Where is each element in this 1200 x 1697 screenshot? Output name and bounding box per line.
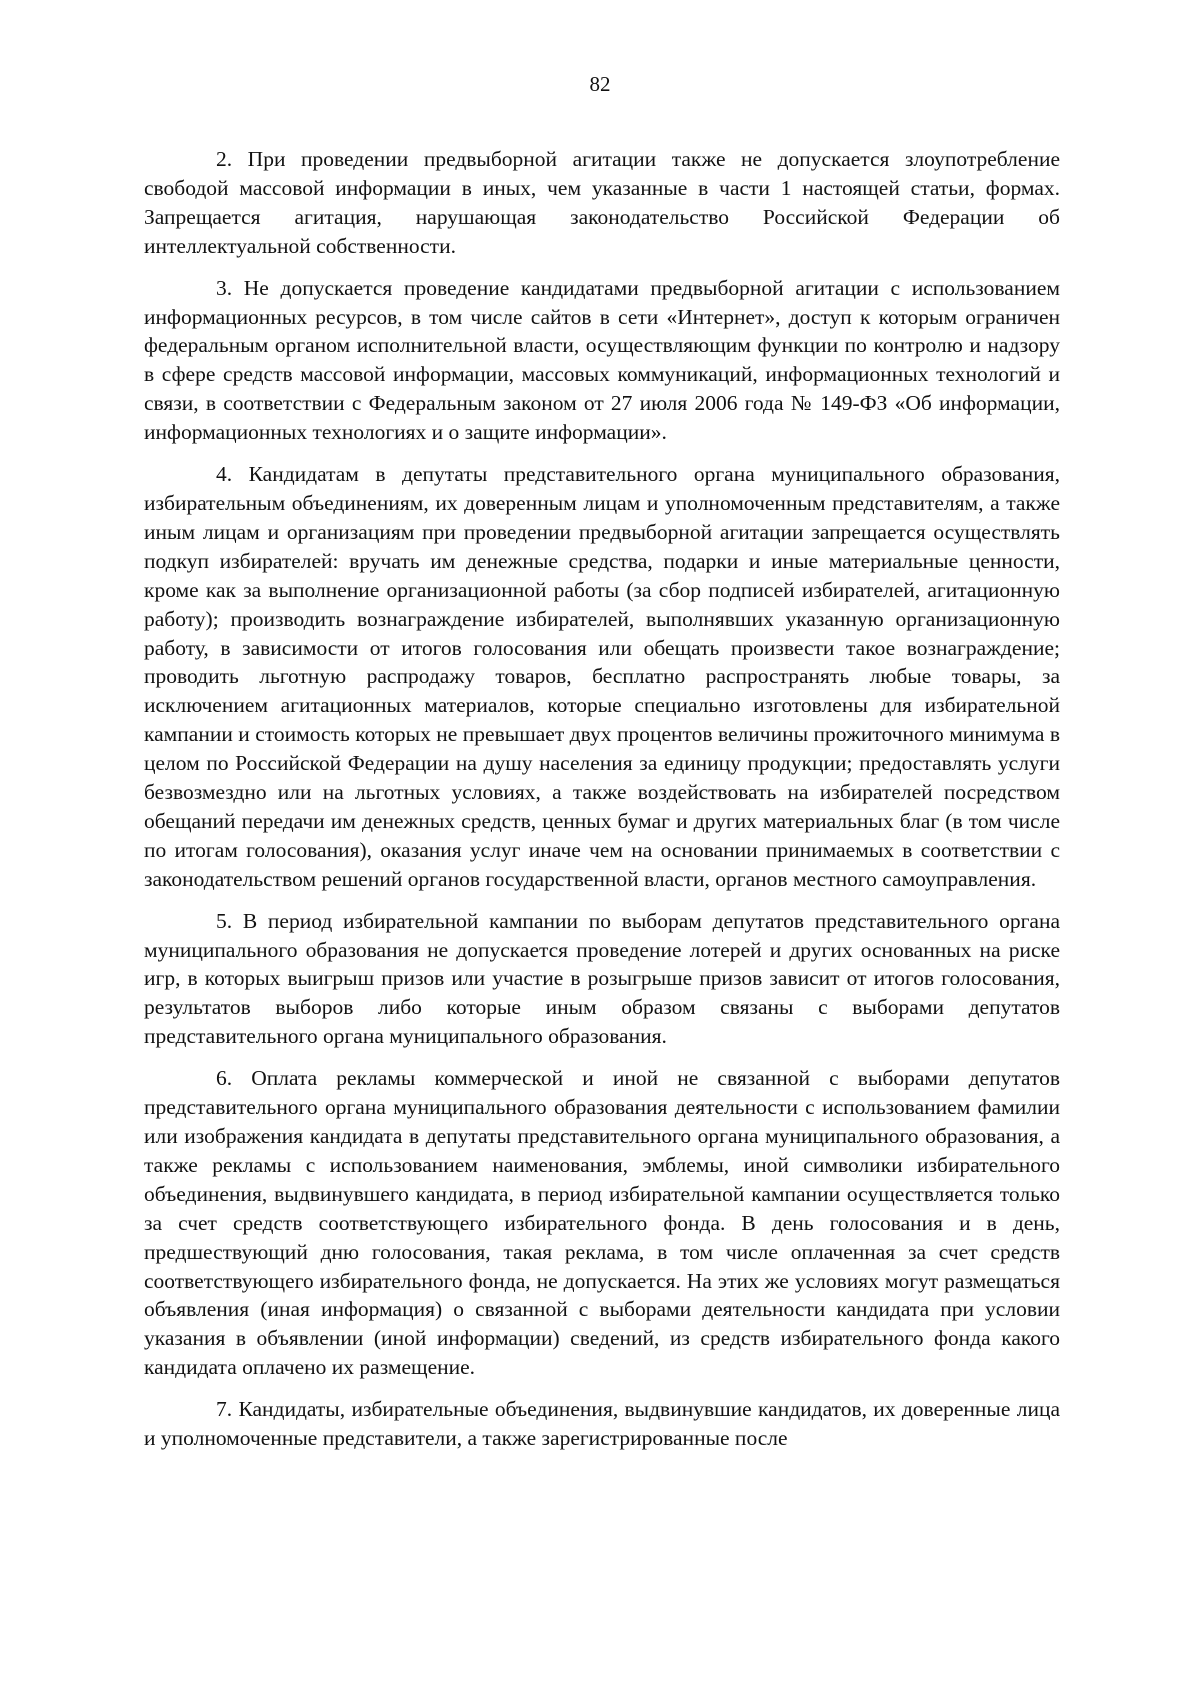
paragraph-3: 3. Не допускается проведение кандидатами предвыборной агитации с использованием информационных ресурсов, в том числе сайтов в сети «Интернет», доступ к которым ограничен федеральным органом исполнительной власти, осуществляющим функции по контролю и надзору в сфере средств массовой информации, массовых коммуникаций, информационных технологий и связи, в соответствии с Федеральным законом от 27 июля 2006 года № 149-ФЗ «Об информации, информационных технологиях и о защите информации». [144, 275, 1060, 445]
page-number: 82 [589, 72, 611, 96]
paragraph-4: 4. Кандидатам в депутаты представительного органа муниципального образования, избирательным объединениям, их доверенным лицам и уполномоченным представителям, а также иным лицам и организациям при проведении предвыборной агитации запрещается осуществлять подкуп избирателей: вручать им денежные средства, подарки и иные материальные ценности, кроме как за выполнение организационной работы (за сбор подписей избирателей, агитационную работу); производить вознаграждение избирателей, выполнявших указанную организационную работу, в зависимости от итогов голосования или обещать произвести такое вознаграждение; проводить льготную распродажу товаров, бесплатно распространять любые товары, за исключением агитационных материалов, которые специально изготовлены для избирательной кампании и стоимость которых не превышает двух процентов величины прожиточного минимума в целом по Российской Федерации на душу населения за единицу продукции; предоставлять услуги безвозмездно или на льготных условиях, а также воздействовать на избирателей посредством обещаний передачи им денежных средств, ценных бумаг и других материальных благ (в том числе по итогам голосования), оказания услуг иначе чем на основании принимаемых в соответствии с законодательством решений органов государственной власти, органов местного самоуправления. [144, 462, 1060, 891]
paragraph-6: 6. Оплата рекламы коммерческой и иной не связанной с выборами депутатов представительного органа муниципального образования деятельности с использованием фамилии или изображения кандидата в депутаты представительного органа муниципального образования, а также рекламы с использованием наименования, эмблемы, иной символики избирательного объединения, выдвинувшего кандидата, в период избирательной кампании осуществляется только за счет средств соответствующего избирательного фонда. В день голосования и в день, предшествующий дню голосования, такая реклама, в том числе оплаченная за счет средств соответствующего избирательного фонда, не допускается. На этих же условиях могут размещаться объявления (иная информация) о связанной с выборами деятельности кандидата при условии указания в объявлении (иной информации) сведений, из средств избирательного фонда какого кандидата оплачено их размещение. [144, 1066, 1060, 1380]
paragraph-5: 5. В период избирательной кампании по выборам депутатов представительного органа муниципального образования не допускается проведение лотерей и других основанных на риске игр, в которых выигрыш призов или участие в розыгрыше призов зависит от итогов голосования, результатов выборов либо которые иным образом связаны с выборами депутатов представительного органа муниципального образования. [144, 908, 1060, 1049]
document-body [144, 145, 1060, 1466]
paragraph-2: 2. При проведении предвыборной агитации также не допускается злоупотребление свободой массовой информации в иных, чем указанные в части 1 настоящей статьи, формах. Запрещается агитация, нарушающая законодательство Российской Федерации об интеллектуальной собственности. [144, 147, 1060, 258]
paragraph-7: 7. Кандидаты, избирательные объединения, выдвинувшие кандидатов, их доверенные лица и уполномоченные представители, а также зарегистрированные после [144, 1397, 1060, 1451]
